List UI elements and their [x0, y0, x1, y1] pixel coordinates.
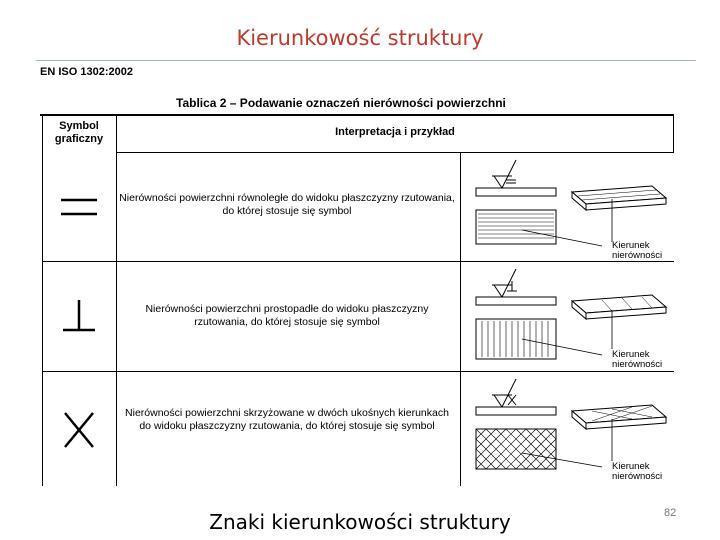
page-number: 82	[664, 507, 677, 519]
header-interpretation: Interpretacja i przykład	[335, 126, 455, 138]
perpendicular-diagram	[462, 263, 672, 369]
crossed-diagram	[462, 373, 672, 483]
row-description: Nierówności powierzchni prostopadłe do widoku płaszczyzny rzutowania, do której stosuje się symbol	[145, 303, 429, 328]
row-description: Nierówności powierzchni skrzyżowane w dwóch ukośnych kierunkach do widoku płaszczyzny rzutowania, do której stosuje się symbol	[125, 407, 449, 432]
table-caption: Tablica 2 – Podawanie oznaczeń nierówności powierzchni	[176, 96, 506, 110]
diagram-label: Kierunek	[612, 240, 650, 251]
parallel-diagram	[462, 154, 672, 260]
diagram-label: nierówności	[612, 250, 663, 260]
table-row	[42, 152, 674, 261]
diagram-label: nierówności	[612, 359, 663, 369]
crossed-symbol-icon	[42, 371, 116, 486]
diagram-label: Kierunek	[612, 461, 650, 472]
table-row	[42, 261, 674, 371]
diagram-label: Kierunek	[612, 349, 650, 360]
parallel-symbol-icon	[42, 152, 116, 261]
perpendicular-symbol-icon	[42, 261, 116, 371]
table-row	[42, 371, 674, 486]
slide-title: Kierunkowość struktury	[236, 26, 484, 50]
symbol-table	[42, 116, 674, 486]
footer-caption: Znaki kierunkowości struktury	[209, 510, 511, 534]
diagram-label: nierówności	[612, 471, 663, 482]
row-description: Nierówności powierzchni równoległe do widoku płaszczyzny rzutowania, do której stosuje się symbol	[119, 192, 455, 217]
header-symbol: Symbol graficzny	[54, 120, 104, 145]
standard-label: EN ISO 1302:2002	[40, 66, 133, 78]
title-divider	[36, 60, 696, 61]
